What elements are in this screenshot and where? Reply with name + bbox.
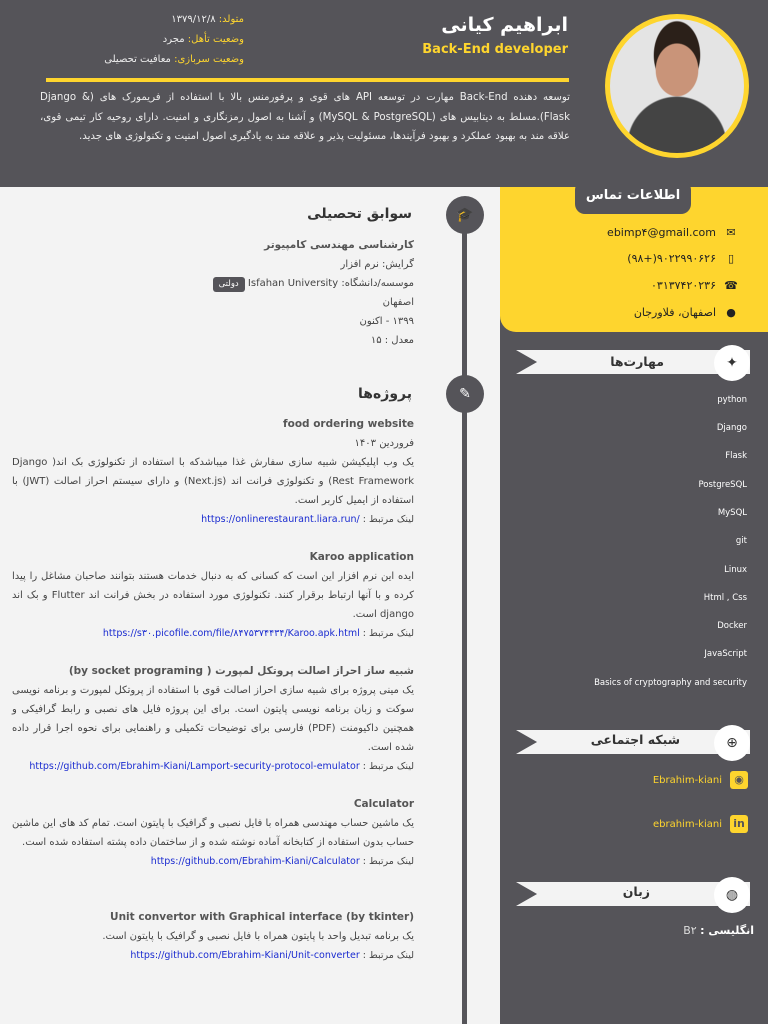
skill-item: Flask <box>725 451 747 461</box>
skill-item: MySQL <box>717 508 747 518</box>
project-description: یک وب اپلیکیشن شبیه سازی سفارش غذا میباشدکه با استفاده از تکنولوژی بک اند( Django Rest Framework) و تکنولوژی فرانت اند (Next.js) و دارای سیستم احراز اصالت (JWT) با استفاده از ایمیل کاربر است. <box>12 457 414 506</box>
skill-item: PostgreSQL <box>698 480 747 490</box>
project-entry <box>12 548 414 643</box>
contact-mobile-row[interactable] <box>627 252 738 265</box>
graduation-cap-icon: 🎓 <box>446 196 484 234</box>
education-city: اصفهان <box>382 297 414 308</box>
contact-phone-row[interactable] <box>651 279 738 292</box>
education-entry <box>12 236 414 350</box>
person-name: ابراهیم کیانی <box>441 14 568 36</box>
job-title: Back-End developer <box>422 42 568 57</box>
tools-icon: ✎ <box>446 375 484 413</box>
skill-item: Html , Css <box>703 593 747 603</box>
project-entry <box>12 795 414 871</box>
institute-type-badge: دولتی <box>213 277 245 292</box>
education-years: ۱۳۹۹ - اکنون <box>359 316 414 327</box>
github-username[interactable]: Ebrahim-kiani <box>652 774 722 786</box>
github-link[interactable] <box>653 771 748 789</box>
contact-phone[interactable]: ۰۳۱۳۷۴۲۰۲۳۶ <box>651 279 716 292</box>
contact-email[interactable]: ebimp۴@gmail.com <box>607 226 716 239</box>
linkedin-icon: in <box>730 815 748 833</box>
skill-item: Django <box>716 423 747 433</box>
education-institute: موسسه/دانشگاه: Isfahan University <box>247 278 414 289</box>
mobile-icon: ▯ <box>727 252 735 265</box>
project-description: یک برنامه تبدیل واحد با پایتون همراه با فایل نصبی و گرافیک با پایتون است. <box>102 931 414 942</box>
marital-value: مجرد <box>162 34 185 45</box>
marital-info <box>60 34 244 45</box>
linkedin-link[interactable] <box>653 815 748 833</box>
language-level: B۲ <box>683 924 697 937</box>
globe-icon: ◍ <box>714 877 750 913</box>
military-value: معافیت تحصیلی <box>104 54 171 65</box>
project-link-row <box>12 946 414 965</box>
project-title: Unit convertor with Graphical interface (by tkinter) <box>110 911 414 923</box>
skills-title: مهارت‌ها <box>610 354 664 369</box>
github-icon: ◉ <box>730 771 748 789</box>
globe-icon: ⊕ <box>714 725 750 761</box>
project-description: یک مینی پروژه برای شبیه سازی احراز اصالت قوی با استفاده از پروتکل لمپورت و برنامه نویسی سوکت و زبان برنامه نویسی پایتون است. برای این پروژه فایل های نصبی و رابط گرافیکی و همچنین داکیومنت (PDF) فارسی برای توضیحات تکمیلی و راهنمایی برای نحوه اجرا قرار داده شده است. <box>12 685 415 753</box>
project-title: food ordering website <box>283 418 414 430</box>
language-row <box>683 924 754 937</box>
language-title: زبان <box>622 884 650 899</box>
location-pin-icon: ● <box>726 306 736 319</box>
project-link[interactable]: https://onlinerestaurant.liara.run/ <box>201 514 360 525</box>
linkedin-username[interactable]: ebrahim-kiani <box>652 818 722 830</box>
project-link[interactable]: https://github.com/Ebrahim-Kiani/Lamport-security-protocol-emulator <box>29 761 360 772</box>
link-label: لینک مرتبط : <box>362 761 414 772</box>
lightbulb-icon: ✦ <box>714 345 750 381</box>
project-description: ایده این نرم افزار این است که کسانی که به دنبال خدمات هستند بتوانند صاحبان مشاغل را پیدا کرده و با آنها ارتباط برقرار کنند. تکنولوژی مورد استفاده در بخش فرانت اند Flutter و بک اند django است. <box>12 571 414 620</box>
timeline-line <box>462 216 467 1024</box>
contact-title: اطلاعات تماس <box>575 180 691 214</box>
envelope-icon: ✉ <box>726 226 736 239</box>
education-major: گرایش: نرم افزار <box>340 259 414 270</box>
education-institute-row <box>12 274 414 293</box>
avatar <box>610 19 744 153</box>
link-label: لینک مرتبط : <box>362 628 414 639</box>
contact-mobile[interactable]: (۹۸+)۹۰۲۲۹۹۰۶۲۶ <box>627 252 716 265</box>
project-link[interactable]: https://s۳۰.picofile.com/file/۸۴۷۵۳۷۴۴۳۴/Karoo.apk.html <box>102 628 360 639</box>
projects-title: پروژه‌ها <box>358 386 412 402</box>
phone-icon: ☎ <box>724 279 738 292</box>
birth-value: ۱۳۷۹/۱۲/۸ <box>171 14 216 25</box>
project-link-row <box>12 510 414 529</box>
skill-item: JavaScript <box>704 649 747 659</box>
project-link[interactable]: https://github.com/Ebrahim-Kiani/Calculator <box>150 856 360 867</box>
military-info <box>60 54 244 65</box>
education-title: سوابق تحصیلی <box>307 206 412 222</box>
marital-label: وضعیت تأهل: <box>187 34 244 45</box>
social-title: شبکه اجتماعی <box>590 732 680 747</box>
skill-item: Linux <box>724 565 747 575</box>
profile-summary: توسعه دهنده Back-End مهارت در توسعه API های قوی و پرفورمنس بالا با استفاده از فریمورک های (Django & Flask).مسلط به دیتابیس های (MySQL & PostgreSQL) و آشنا به اصول رمزنگاری و امنیت. دارای روحیه کار تیمی قوی، علاقه مند به بهبود عملکرد و بهبود فرآیندها، مسئولیت پذیر و علاقه مند به یادگیری اصول امنیت و تکنولوژی های جدید. <box>40 92 570 142</box>
skill-item: Basics of cryptography and security <box>594 678 747 688</box>
header-divider <box>46 78 569 82</box>
birth-info <box>60 14 244 25</box>
project-link[interactable]: https://github.com/Ebrahim-Kiani/Unit-converter <box>130 950 360 961</box>
project-link-row <box>12 852 414 871</box>
contact-email-row[interactable] <box>607 226 738 239</box>
skill-item: git <box>735 536 747 546</box>
birth-label: متولد: <box>218 14 244 25</box>
link-label: لینک مرتبط : <box>362 856 414 867</box>
link-label: لینک مرتبط : <box>362 514 414 525</box>
skill-item: python <box>717 395 747 405</box>
contact-address-row <box>634 306 738 319</box>
project-title: شبیه ساز احراز اصالت پروتکل لمپورت ( by socket programing) <box>68 665 414 677</box>
education-gpa: معدل : ۱۵ <box>370 335 414 346</box>
military-label: وضعیت سربازی: <box>174 54 244 65</box>
language-name: انگلیسی : <box>700 924 754 937</box>
project-date: فروردین ۱۴۰۳ <box>354 438 414 449</box>
contact-address: اصفهان، فلاورجان <box>633 306 716 319</box>
project-entry <box>12 908 414 965</box>
link-label: لینک مرتبط : <box>362 950 414 961</box>
project-link-row <box>12 757 414 776</box>
profile-photo-frame <box>605 14 749 158</box>
project-entry <box>12 662 414 776</box>
project-entry <box>12 415 414 529</box>
project-link-row <box>12 624 414 643</box>
project-title: Karoo application <box>309 551 414 563</box>
project-title: Calculator <box>353 798 414 810</box>
education-degree: کارشناسی مهندسی کامپیوتر <box>264 239 414 251</box>
project-description: یک ماشین حساب مهندسی همراه با فایل نصبی و گرافیک با پایتون است. تمام کد های این ماشین حساب بدون استفاده از کتابخانه آماده نوشته شده و از ساختمان داده پشته استفاده شده است. <box>12 818 414 848</box>
skill-item: Docker <box>717 621 747 631</box>
